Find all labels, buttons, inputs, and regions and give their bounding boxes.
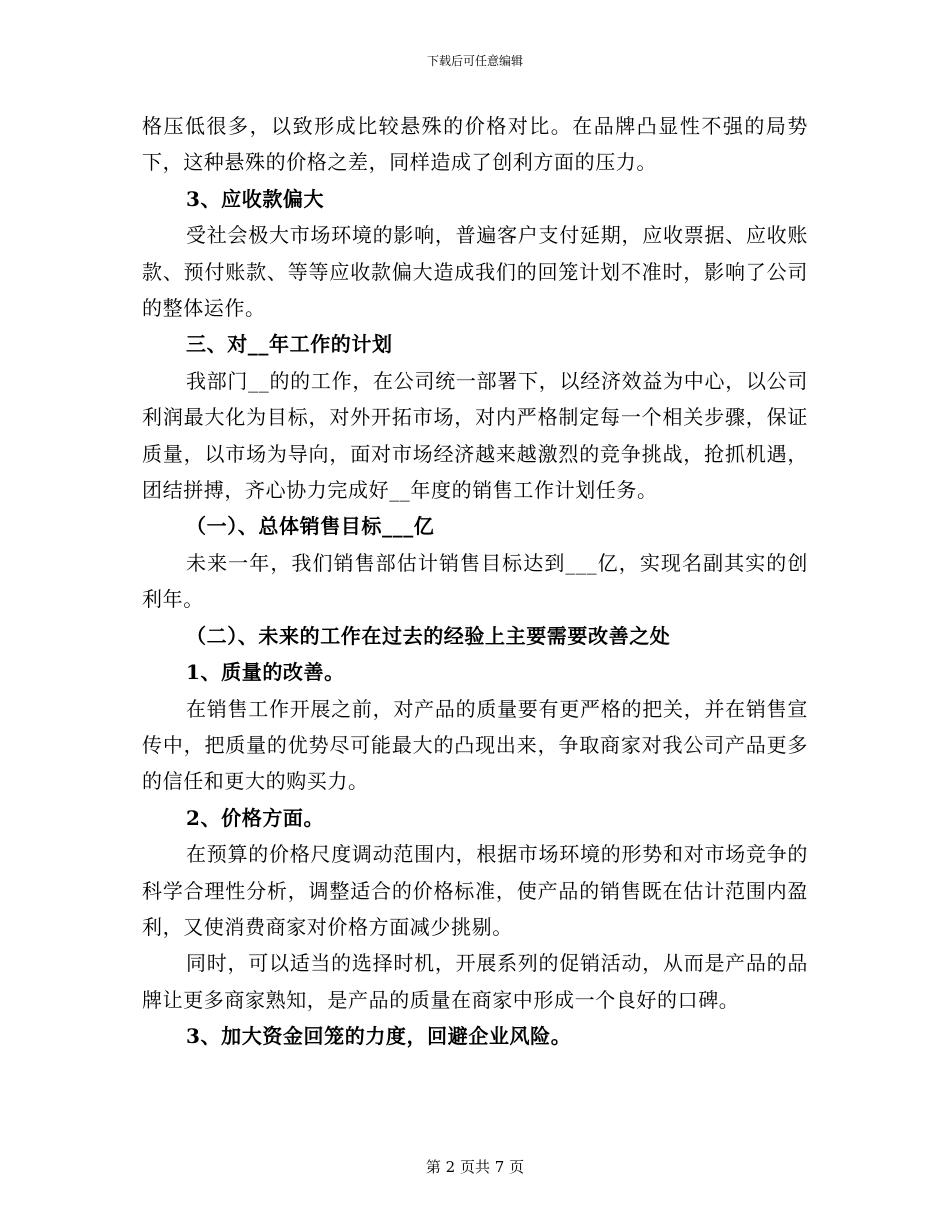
paragraph-price: 在预算的价格尺度调动范围内，根据市场环境的形势和对市场竞争的科学合理性分析，调整适合的价格标准，使产品的销售既在估计范围内盈利，又使消费商家对价格方面减少挑剔。 [142,842,808,939]
page-footer: 第 2 页共 7 页 [425,1158,525,1176]
paragraph-quality: 在销售工作开展之前，对产品的质量要有更严格的把关，并在销售宣传中，把质量的优势尽可能最大的凸现出来，争取商家对我公司产品更多的信任和更大的购买力。 [142,696,808,794]
heading-work-plan: 三、对__年工作的计划 [186,332,393,357]
heading-price: 2、价格方面。 [186,805,325,830]
paragraph-receivables: 受社会极大市场环境的影响，普遍客户支付延期，应收票据、应收账款、预付账款、等等应收款偏大造成我们的回笼计划不准时，影响了公司的整体运作。 [142,223,808,321]
page-header: 下载后可任意编辑 [426,54,523,68]
paragraph-promotion: 同时，可以适当的选择时机，开展系列的促销活动，从而是产品的品牌让更多商家熟知，是产品的质量在商家中形成一个良好的口碑。 [142,951,808,1012]
heading-sales-target: （一）、总体销售目标___亿 [186,514,435,539]
paragraph-work-plan: 我部门__的的工作，在公司统一部署下，以经济效益为中心，以公司利润最大化为目标，对外开拓市场，对内严格制定每一个相关步骤，保证质量，以市场为导向，面对市场经济越来越激烈的竞争挑战，抢抓机遇，团结拼搏，齐心协力完成好__年度的销售工作计划任务。 [142,368,808,503]
document-body [142,108,808,1055]
heading-improvements: （二）、未来的工作在过去的经验上主要需要改善之处 [186,623,671,648]
paragraph-sales-target: 未来一年，我们销售部估计销售目标达到___亿，实现名副其实的创利年。 [142,550,808,612]
paragraph-continuation: 格压低很多，以致形成比较悬殊的价格对比。在品牌凸显性不强的局势下，这种悬殊的价格之差，同样造成了创利方面的压力。 [142,114,808,175]
heading-quality: 1、质量的改善。 [186,660,345,685]
heading-receivables: 3、应收款偏大 [186,186,325,211]
heading-capital-recovery: 3、加大资金回笼的力度，回避企业风险。 [186,1024,572,1049]
